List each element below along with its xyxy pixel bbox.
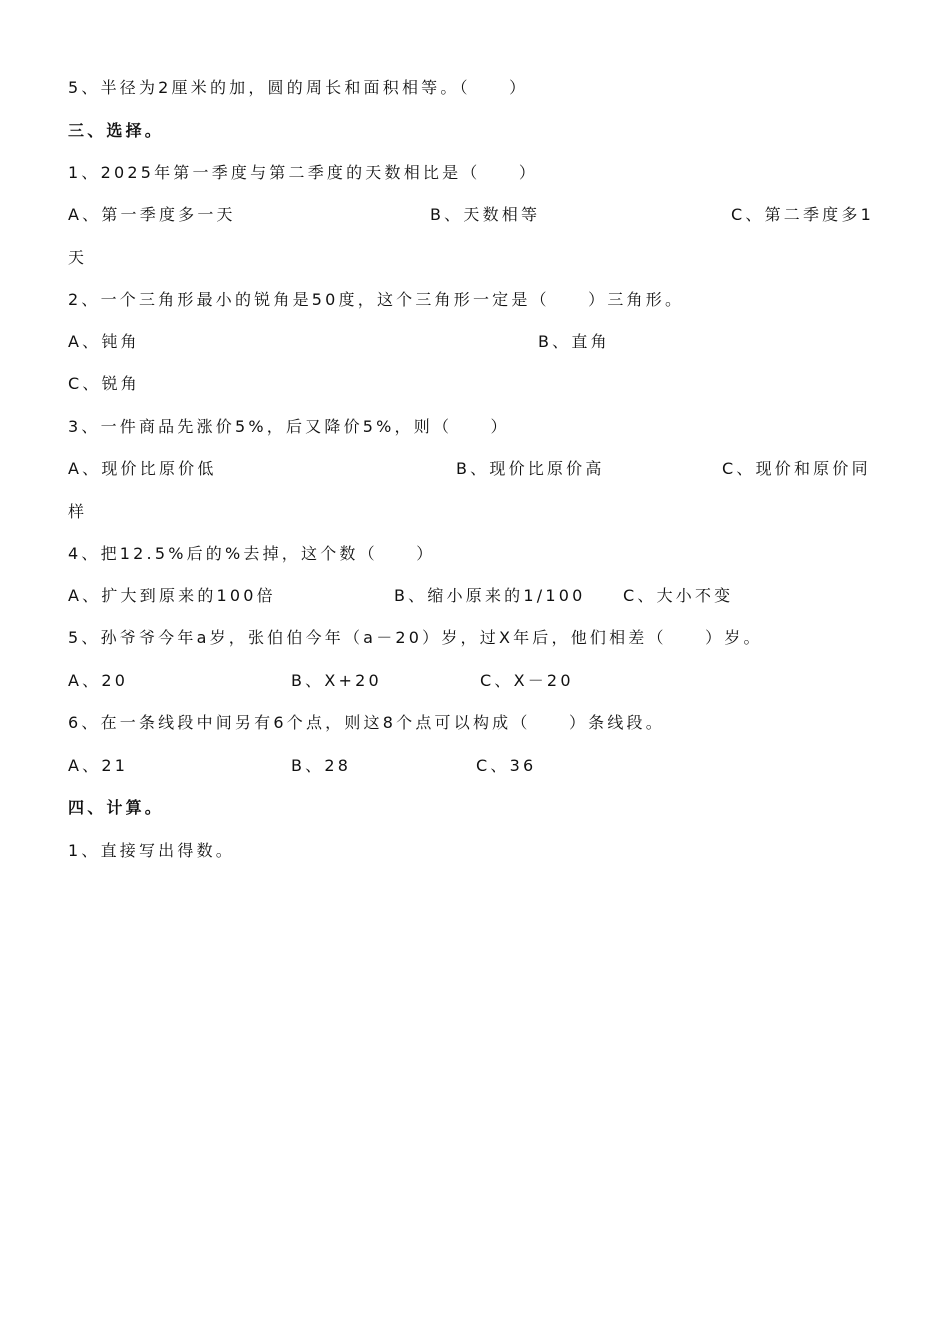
- question-5-stem: 5、孙爷爷今年a岁，张伯伯今年（a－20）岁，过X年后，他们相差（ ）岁。: [68, 628, 763, 647]
- question-3-option-c: C、现价和原价同: [722, 459, 871, 478]
- question-5-option-c: C、X－20: [480, 671, 574, 690]
- question-2-stem: 2、一个三角形最小的锐角是50度，这个三角形一定是（ ）三角形。: [68, 290, 685, 309]
- question-1-option-b: B、天数相等: [430, 205, 541, 224]
- question-2-option-c: C、锐角: [68, 374, 140, 393]
- question-6-option-b: B、28: [291, 756, 352, 775]
- question-2-option-b: B、直角: [538, 332, 610, 351]
- question-3-stem: 3、一件商品先涨价5%，后又降价5%，则（ ）: [68, 417, 510, 436]
- question-1-stem: 1、2025年第一季度与第二季度的天数相比是（ ）: [68, 163, 539, 182]
- question-6-option-a: A、21: [68, 756, 129, 775]
- question-4-stem: 4、把12.5%后的%去掉，这个数（ ）: [68, 544, 436, 563]
- section-heading-choice: 三、选择。: [68, 121, 165, 140]
- question-4-option-a: A、扩大到原来的100倍: [68, 586, 276, 605]
- question-1-option-c-wrap: 天: [68, 248, 88, 267]
- true-false-item-5: 5、半径为2厘米的加，圆的周长和面积相等。（ ）: [68, 78, 529, 97]
- section-heading-calculation: 四、计算。: [68, 798, 165, 817]
- calculation-item-1: 1、直接写出得数。: [68, 841, 235, 860]
- question-3-option-c-wrap: 样: [68, 502, 88, 521]
- question-6-stem: 6、在一条线段中间另有6个点，则这8个点可以构成（ ）条线段。: [68, 713, 665, 732]
- question-3-option-a: A、现价比原价低: [68, 459, 217, 478]
- question-1-option-c: C、第二季度多1: [731, 205, 874, 224]
- question-3-option-b: B、现价比原价高: [456, 459, 605, 478]
- question-4-option-c: C、大小不变: [623, 586, 734, 605]
- question-5-option-b: B、X+20: [291, 671, 382, 690]
- question-6-option-c: C、36: [476, 756, 537, 775]
- question-4-option-b: B、缩小原来的1/100: [394, 586, 586, 605]
- question-5-option-a: A、20: [68, 671, 129, 690]
- question-2-option-a: A、钝角: [68, 332, 140, 351]
- question-1-option-a: A、第一季度多一天: [68, 205, 236, 224]
